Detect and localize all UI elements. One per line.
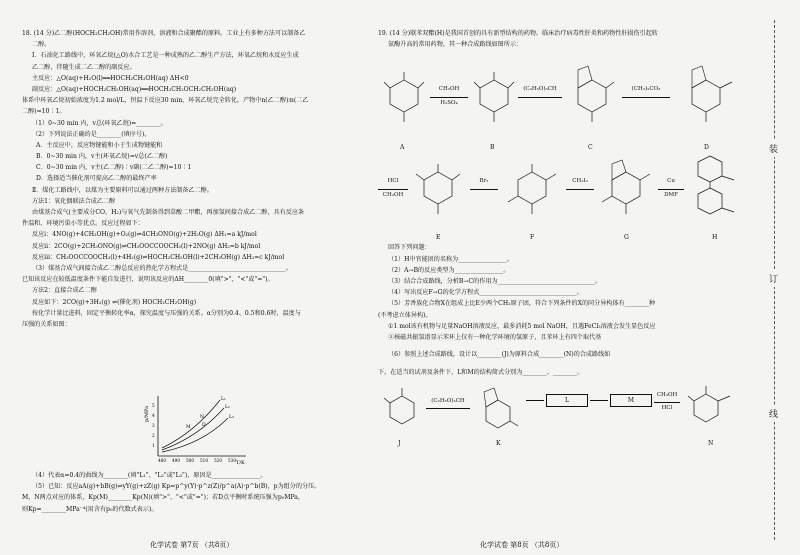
molecule-j: [382, 382, 422, 434]
q18-2: （2）下列说法正确的是________(填序号)。: [32, 130, 151, 138]
arrow-b-c: [518, 84, 562, 97]
q19-3: （3）结合合成路线，分析B→C的作用为________________________________。: [388, 277, 602, 285]
reaction-i: 反应i：4NO(g)+4CH₃OH(g)+O₂(g)⇌4CH₃ONO(g)+2H₂O(g) ΔH₁=a kJ/mol: [32, 231, 257, 239]
reagent: Cu: [667, 178, 675, 185]
molecule-h: [686, 148, 744, 232]
molecule-f: [502, 154, 562, 230]
question-18: [22, 28, 362, 330]
label-a: A: [400, 144, 405, 152]
method2-line2: 压强的关系如图：: [22, 320, 71, 328]
molecule-b: [470, 58, 518, 138]
reagent: CH₃OH: [656, 392, 678, 399]
q18-5c: 则Kp=________MPa⁻⁴(用含有p₀的代数式表示)。: [22, 505, 158, 513]
reagent: CH₃OH: [382, 191, 404, 198]
q19-title-cont: 氨酶升高的常用药物，其一种合成路线如图所示：: [388, 41, 523, 49]
q18-title-cont: 二醇。: [32, 41, 51, 49]
q18-5: （5）已知：反应aA(g)+bB(g)⇌yY(g)+zZ(g) Kp=p^y(Y)·p^z(Z)/p^a(A)·p^b(B)，p为组分的分压。: [32, 483, 321, 491]
q19-5: （5）芳香族化合物X在组成上比E少两个CH₂原子团，符合下列条件的X的同分异构体有________种: [388, 300, 656, 308]
q19-6b: 下。在适当的试剂及条件下，L和M的结构简式分别为________、________。: [378, 369, 584, 377]
reagent: HCl: [387, 178, 399, 185]
option-c: C．0~30 min 内，v主(乙二醇)∶v副(二乙二醇)=10∶1: [36, 164, 192, 172]
reagent: (C₂H₅O)₃CH: [431, 398, 465, 405]
arrow-j-k: [426, 396, 470, 409]
label-e: E: [436, 234, 441, 242]
method1-line2: 件温和、环境污染小等优点。反应过程如下：: [22, 220, 144, 228]
page-footer: 化学试卷 第8页 （共8页）: [480, 541, 564, 549]
label-n: N: [708, 440, 714, 448]
q19-5b: (不考虑立体异构)。: [378, 311, 432, 319]
condition-line2: 二醇)=10∶1。: [22, 108, 66, 116]
x-tick: 510: [200, 458, 208, 463]
reagent: H₂SO₄: [440, 99, 458, 106]
molecule-a: [380, 58, 428, 138]
arrow-g-h: [658, 176, 684, 200]
arrow-f-g: [566, 176, 594, 189]
label-f: F: [530, 234, 535, 242]
molecule-g: [596, 154, 656, 230]
curve-label: L₂: [225, 405, 230, 410]
page-footer: 化学试卷 第7页 （共8页）: [150, 541, 234, 549]
q18-5b: M、N两点对应的体系，Kp(M)________Kp(N)(填">"、"<"或"=")；若D点平衡时系统压强为p₀MPa，: [22, 494, 305, 502]
label-b: B: [490, 144, 495, 152]
box-m: M: [610, 394, 652, 407]
question-18-cont: [22, 470, 362, 515]
box-l: L: [546, 394, 588, 407]
molecule-d: [678, 54, 738, 138]
arrow-l-m: [590, 400, 608, 401]
reagent: (CH₃)₂CO₃: [631, 86, 661, 93]
option-d: D．选择适当催化剂可提高乙二醇的最终产率: [36, 175, 157, 183]
x-tick: 530: [228, 458, 236, 463]
point-label: M: [186, 425, 191, 430]
y-axis-label: p/MPa: [144, 405, 150, 422]
label-j: J: [398, 440, 401, 448]
label-c: C: [588, 144, 593, 152]
label-h: H: [712, 234, 718, 242]
side-reaction: 副反应：△O(aq)+HOCH₂CH₂OH(aq)══HOCH₂CH₂OCH₂CH₂OH(aq): [32, 85, 237, 93]
arrow-k-l: [526, 400, 544, 401]
label-d: D: [704, 144, 709, 152]
q19-2: （2）A→B的反应类型为________________。: [388, 266, 510, 274]
reagent: Br₂: [479, 178, 489, 185]
q19-5c1: ①1 mol该有机物与足量NaOH溶液反应，最多消耗5 mol NaOH，且遇FeCl₃溶液会发生显色反应: [388, 322, 656, 330]
arrow-c-d: [622, 84, 670, 97]
curve-label: L₁: [221, 397, 226, 402]
method1-title: 方法1：氧化偶联法合成乙二醇: [32, 197, 116, 205]
margin-char-line: 线: [769, 405, 778, 422]
molecule-n: [684, 378, 738, 436]
synthesis-row-2: [378, 154, 744, 242]
q18-3b: 已知该反应在较低温度条件下能自发进行，说明该反应的ΔH________0(填">"、"<"或"=")。: [22, 276, 274, 284]
x-tick: 500: [186, 458, 194, 463]
q19-5c2: ②核磁共振氢谱显示苯环上仅有一种化学环境的氢原子，且苯环上有四个取代基: [388, 333, 602, 341]
x-axis-label: T/K: [236, 460, 245, 466]
reaction-iii: 反应iii：CH₃OOCCOOCH₃(l)+4H₂(g)⇌HOCH₂CH₂OH(l)+2CH₃OH(g) ΔH₃=c kJ/mol: [32, 253, 285, 261]
option-b: B．0~30 min 内，v主(环氧乙烷)=v总(乙二醇): [36, 153, 168, 161]
arrow-m-n: [654, 390, 680, 414]
q18-3: （3）煤基合成气间接合成乙二醇总反应的热化学方程式是________________________________。: [32, 264, 292, 272]
y-tick: 2: [152, 433, 155, 438]
label-g: G: [624, 234, 629, 242]
q18-1: （1）0~30 min 内，v总(环氧乙烷)=________。: [32, 119, 167, 127]
prompt: 回答下列问题：: [388, 244, 431, 252]
binding-margin: [750, 0, 800, 555]
option-a: A．主反应中，反应物键能和小于生成物键能和: [36, 141, 163, 149]
y-tick: 3: [152, 423, 155, 428]
question-19: [378, 28, 744, 452]
page-8: [370, 0, 748, 555]
x-tick: 480: [158, 458, 166, 463]
reagent: HCl: [661, 405, 673, 412]
curve-l2: [162, 408, 224, 450]
curve-l1: [162, 400, 220, 448]
synthesis-row-1: [378, 50, 744, 154]
y-tick: 5: [152, 403, 155, 408]
pressure-temperature-graph: [140, 392, 250, 470]
q18-title: 18. (14 分)乙二醇(HOCH₂CH₂OH)常用作溶剂、溶液和合成聚酯的原料。工业上有多种方法可以制备乙: [22, 30, 306, 37]
main-reaction: 主反应：△O(aq)+H₂O(l)══HOCH₂CH₂OH(aq) ΔH<0: [32, 74, 189, 82]
arrow-a-b: [430, 84, 468, 108]
reaction-ii: 反应ii：2CO(g)+2CH₃ONO(g)⇌CH₃OOCCOOCH₃(l)+2NO(g) ΔH₂=b kJ/mol: [32, 242, 261, 250]
q19-1: （1）H中官能团的名称为________________。: [388, 255, 513, 263]
synthesis-route: [378, 378, 744, 452]
point-label: D: [202, 423, 206, 428]
q18-4: （4）代表α=0.4的曲线为________(填"L₁"、"L₂"或"L₃")，原因是________________。: [32, 472, 267, 479]
x-tick: 520: [214, 458, 222, 463]
margin-char-bind: 装: [769, 140, 778, 157]
method2-title: 方法2：直接合成乙二醇: [32, 287, 97, 295]
page-7: [0, 0, 368, 555]
reagent: (C₂H₅O)₃CH: [523, 86, 557, 93]
arrow-d-e: [378, 176, 408, 200]
part2-title: Ⅱ．煤化工路线中，以煤为主要原料可以通过两种方法制备乙二醇。: [32, 186, 213, 194]
condition-line1: 体系中环氧乙烷初始浓度为1.2 mol/L，恒温下反应30 min，环氧乙烷完全转化，产物中n(乙二醇)∶n(二乙: [22, 97, 309, 105]
q19-title: 19. (14 分)联苯双酯(H)是我国首创的具有新型结构的药物。临床治疗病毒性肝炎和药物性肝损伤引起转: [378, 30, 658, 37]
reagent: CH₂I₂: [572, 178, 588, 185]
reagent: DMF: [664, 191, 678, 198]
molecule-k: [474, 378, 522, 436]
method2-line1: 按化学计量比进料，固定平衡转化率α，探究温度与压强的关系。α分别为0.4、0.5和0.6时，温度与: [32, 309, 301, 317]
label-k: K: [496, 440, 501, 448]
molecule-e: [410, 154, 466, 230]
part1-title: Ⅰ．石油化工路线中，环氧乙烷(△O)水合工艺是一种成熟的乙二醇生产方法，环氧乙烷和水反应生成: [32, 52, 299, 60]
margin-char-staple: 订: [769, 270, 778, 287]
part1-line2: 乙二醇，伴随生成二乙二醇的副反应。: [32, 63, 136, 71]
y-tick: 1: [152, 443, 155, 448]
x-tick: 490: [172, 458, 180, 463]
method1-line1: 由煤基合成气(主要成分CO、H₂)与氧气先制备得到草酸二甲酯，再加氢间接合成乙二醇，具有反应条: [32, 209, 305, 216]
reagent: CH₃OH: [438, 86, 460, 93]
q19-4: （4）写出反应F→G的化学方程式________________________________。: [388, 289, 583, 297]
arrow-e-f: [470, 176, 498, 189]
molecule-c: [564, 54, 620, 138]
direct-reaction: 反应如下：2CO(g)+3H₂(g) ⇌(催化剂) HOCH₂CH₂OH(g): [32, 298, 197, 306]
y-tick: 4: [152, 413, 155, 418]
point-label: N: [200, 415, 204, 420]
curve-l3: [162, 418, 228, 452]
curve-label: L₃: [229, 415, 234, 420]
q19-6: （6）参照上述合成路线，设计以________(J)为原料合成________(N)的合成路线如: [388, 351, 611, 359]
